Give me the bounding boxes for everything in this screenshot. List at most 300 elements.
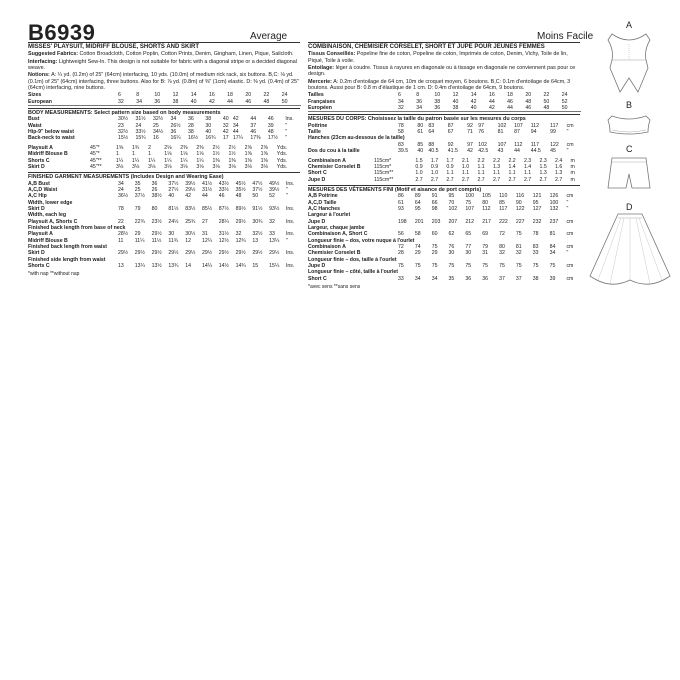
table-cell: 50 <box>252 193 259 200</box>
body-title-fr: MESURES DU CORPS: Choisissez la taille du patron basée sur les mesures du corps <box>308 114 580 122</box>
table-cell: 13¼ <box>134 263 145 269</box>
table-cell: 95 <box>532 199 539 206</box>
table-cell: 14½ <box>218 263 229 269</box>
table-cell: 34 <box>118 180 124 187</box>
table-cell: 1.3 <box>555 170 563 177</box>
table-cell: 34 <box>232 122 239 129</box>
table-cell: 20 <box>525 92 532 99</box>
table-cell: 36 <box>482 275 488 282</box>
row-label: Back-neck to waist <box>28 135 75 142</box>
table-cell: 112 <box>514 141 523 148</box>
table-cell: 1⅛ <box>180 151 188 158</box>
table-cell: 15 <box>252 263 259 269</box>
table-cell: 58 <box>414 231 421 238</box>
table-cell: 71 <box>467 129 473 136</box>
table-cell: 84 <box>549 243 556 250</box>
table-cell: 15½ <box>118 135 129 142</box>
table-cell: 36 <box>154 98 161 105</box>
footnote-en: *with nap **without nap <box>28 271 80 278</box>
table-cell: 2.7 <box>508 176 516 183</box>
table-cell: 47½ <box>252 180 263 187</box>
row-label: Playsuit A, Shorts C <box>28 218 78 225</box>
table-cell: 76 <box>478 129 484 136</box>
table-cell: Ins. <box>285 205 295 212</box>
table-cell: 107 <box>497 141 507 148</box>
table-cell: 11¾ <box>168 237 179 244</box>
table-cell: 45"** <box>90 163 102 170</box>
table-cell: 81½ <box>168 205 179 212</box>
table-cell: 1¼ <box>132 157 140 164</box>
table-cell: 42 <box>222 129 229 136</box>
row-label: Skirt D <box>28 250 45 257</box>
table-cell: 29 <box>134 231 141 238</box>
table-cell: 37 <box>250 122 257 129</box>
table-cell: 32½ <box>152 116 164 123</box>
french-column <box>308 44 580 290</box>
table-cell: 20 <box>245 92 252 99</box>
table-cell: 32½ <box>118 129 129 136</box>
table-cell: 1⅜ <box>260 157 268 164</box>
table-cell: 24½ <box>168 218 179 225</box>
table-cell: cm <box>566 243 574 250</box>
table-cell: 1.0 <box>461 163 470 170</box>
table-cell: 122 <box>550 141 559 148</box>
table-cell: 95 <box>448 193 455 200</box>
table-cell: 40 <box>190 98 197 105</box>
table-cell: 29 <box>414 250 421 257</box>
table-cell: 0.9 <box>415 163 423 170</box>
table-cell: 127 <box>532 205 542 212</box>
table-cell: 2.7 <box>555 176 563 183</box>
table-row <box>308 105 580 112</box>
table-cell: 35½ <box>235 186 246 193</box>
table-cell: 3⅛ <box>228 163 236 170</box>
table-cell: 112 <box>530 122 539 129</box>
table-cell: 46 <box>218 193 225 200</box>
table-cell: 1½ <box>212 151 220 158</box>
row-label: Tailles <box>308 92 324 99</box>
view-b-label: B <box>626 100 633 110</box>
table-cell: 16¼ <box>170 135 181 142</box>
table-cell: 76 <box>448 243 455 250</box>
table-cell: 1.0 <box>415 170 423 177</box>
table-cell: 87 <box>514 129 520 136</box>
table-cell: 3⅛ <box>164 163 172 170</box>
notions-label: Mercerie: <box>308 78 332 85</box>
table-cell: 92 <box>447 141 454 148</box>
table-cell: 31½ <box>218 231 229 238</box>
table-cell: 18 <box>507 92 513 99</box>
table-cell: 52 <box>561 98 568 105</box>
table-cell: 0.9 <box>446 163 454 170</box>
table-cell: 1⅛ <box>164 151 172 158</box>
subheading: Width, each leg <box>28 212 66 219</box>
table-cell: 94 <box>530 129 537 136</box>
table-cell: 1.5 <box>415 157 423 164</box>
interfacing-text: Lightweight Sew-In. This design is not suitable for fabric with a diagonal stripe or a decided diagonal weave. <box>28 58 297 72</box>
table-cell: " <box>285 193 288 200</box>
table-cell: 44 <box>514 148 520 155</box>
table-cell: cm <box>566 263 574 269</box>
table-cell: 36 <box>187 116 194 123</box>
fabrics-text: Popeline fine de coton, Popeline de coton, Imprimés de coton, Denim, Vichy, Toile de lin, Piqué, Toile à voile. <box>308 51 568 64</box>
difficulty-fr: Moins Facile <box>537 31 594 42</box>
table-cell: 31 <box>201 231 208 238</box>
table-cell: 39½ <box>269 186 280 193</box>
table-cell: 3⅛ <box>132 163 140 170</box>
notions-text: A: ¼ yd. (0.2m) of 25" (64cm) interfacing, 10 yds. (10.0m) of medium rick rack, six buttons. B,C: ⅛ yd. (0.1m) of 25" (64cm) interfacing, three buttons. Also for B: ⅞ yd. (0.8m) of ⅜" (1cm) elastic. D: ⅜ yd. (0.4m) of 25" (64cm) interfacing, nine buttons. <box>28 72 299 92</box>
table-cell: 22 <box>543 92 550 99</box>
table-cell: 1¾ <box>132 144 140 151</box>
size-table-fr <box>308 92 580 112</box>
table-cell: 29½ <box>218 250 229 257</box>
footnote-fr: *avec sens **sans sens <box>308 284 361 291</box>
table-cell: 15¾ <box>135 135 146 142</box>
table-cell: 17½ <box>267 135 278 142</box>
table-cell: 37 <box>515 275 522 282</box>
table-cell: 24 <box>281 92 288 99</box>
table-cell: 80 <box>499 243 505 250</box>
table-cell: 0.9 <box>430 163 439 170</box>
table-cell: 42 <box>467 148 473 155</box>
table-cell: 201 <box>414 218 424 225</box>
table-cell: 66 <box>431 199 438 206</box>
table-cell: 40 <box>205 129 212 136</box>
table-cell: 37½ <box>252 186 263 193</box>
table-cell: 41.5 <box>447 148 458 155</box>
table-cell: 30¾ <box>252 218 263 225</box>
table-cell: 39 <box>267 122 274 129</box>
table-cell: 14¼ <box>201 263 213 269</box>
table-cell: 1¼ <box>180 157 188 164</box>
table-cell: 107 <box>465 205 475 212</box>
table-cell: 25 <box>152 122 159 129</box>
row-label: A,C Hip <box>28 193 47 200</box>
table-cell: 22 <box>118 218 124 225</box>
table-cell: 75 <box>465 199 472 206</box>
table-cell: 91 <box>431 193 438 200</box>
table-cell: 1⅝ <box>115 144 124 151</box>
table-cell: 40 <box>470 105 477 112</box>
table-cell: 35 <box>448 275 455 282</box>
table-cell: 24 <box>561 92 568 99</box>
row-label: Sizes <box>28 92 42 99</box>
table-cell: 29½ <box>118 250 129 257</box>
table-cell: 38 <box>172 98 179 105</box>
table-cell: 29½ <box>201 250 213 257</box>
table-cell: cm <box>566 218 574 225</box>
table-cell: 77 <box>465 243 472 250</box>
table-cell: 69 <box>482 231 488 238</box>
title-fr: COMBINAISON, CHEMISIER CORSELET, SHORT ET JUPE POUR JEUNES FEMMES <box>308 44 545 50</box>
table-cell: 11½ <box>151 237 162 244</box>
table-cell: 79 <box>482 243 488 250</box>
table-cell: 31½ <box>201 186 213 193</box>
table-cell: 2½ <box>228 144 236 151</box>
table-cell: 78 <box>398 122 404 129</box>
table-cell: 16½ <box>187 135 199 142</box>
subheading: Finished back length from base of neck <box>28 224 126 231</box>
table-cell: 37½ <box>168 180 179 187</box>
table-cell: 132 <box>549 205 559 212</box>
table-cell: 85 <box>417 141 424 148</box>
table-cell: 75 <box>515 231 522 238</box>
table-cell: 48 <box>543 105 550 112</box>
table-cell: 1.3 <box>492 163 501 170</box>
table-cell: 64 <box>428 129 435 136</box>
interfacing-label: Interfacing: <box>28 58 58 65</box>
table-cell: 36 <box>151 180 158 187</box>
table-cell: m <box>570 157 575 164</box>
title-en: MISSES' PLAYSUIT, MIDRIFF BLOUSE, SHORTS AND SKIRT <box>28 44 199 50</box>
table-cell: 46 <box>525 105 532 112</box>
table-cell: " <box>566 148 569 155</box>
notions-text: A: 0.2m d'entoilage de 64 cm, 10m de croquet moyen, 6 boutons. B,C: 0.1m d'entoilage de 64cm, 3 boutons. Aussi pour B: 0.8 m d'élastique de 1 cm. D: 0.4m d'entoilage de 64cm, 9 boutons. <box>308 78 571 92</box>
table-cell: 1 <box>148 151 152 158</box>
table-cell: 43½ <box>218 180 229 187</box>
table-cell: 99 <box>550 129 556 136</box>
table-cell: 117 <box>530 141 539 148</box>
table-cell: 50 <box>543 98 550 105</box>
table-cell: 32 <box>269 218 275 225</box>
table-cell: Yds. <box>276 151 288 158</box>
table-cell: 75 <box>431 243 438 250</box>
table-cell: 40 <box>168 193 175 200</box>
finished-title-en: FINISHED GARMENT MEASUREMENTS (Includes Design and Wearing Ease) <box>28 172 300 180</box>
row-label: Combinaison A <box>308 243 346 250</box>
table-cell: 102 <box>448 205 458 212</box>
yardage-table-en <box>28 145 300 170</box>
table-cell: 83 <box>532 243 539 250</box>
row-label: Bust <box>28 116 40 123</box>
table-cell: 75 <box>549 263 556 269</box>
table-cell: 115cm* <box>374 157 392 164</box>
table-cell: 2⅝ <box>244 144 252 151</box>
table-cell: 115cm* <box>374 163 392 170</box>
table-cell: 60 <box>431 231 438 238</box>
row-label: Skirt D <box>28 163 45 170</box>
table-cell: 42 <box>232 116 239 123</box>
table-cell: 33½ <box>218 186 229 193</box>
table-cell: " <box>285 122 288 129</box>
table-cell: 40 <box>417 148 424 155</box>
table-cell: 75 <box>414 263 421 269</box>
table-cell: 116 <box>515 193 525 200</box>
table-cell: " <box>285 129 288 136</box>
table-cell: 14¾ <box>235 263 246 269</box>
table-cell: 28 <box>398 250 404 257</box>
table-cell: cm <box>566 122 574 129</box>
table-cell: 237 <box>549 218 559 225</box>
table-cell: 83 <box>428 122 435 129</box>
table-cell: 11¼ <box>134 237 145 244</box>
table-cell: 97 <box>467 141 473 148</box>
table-cell: 78 <box>532 231 539 238</box>
table-cell: Yds. <box>276 157 288 164</box>
table-cell: " <box>566 199 569 206</box>
table-cell: 79 <box>134 205 141 212</box>
table-cell: 46 <box>250 129 257 136</box>
table-cell: 29½ <box>134 250 145 257</box>
table-cell: 44 <box>488 98 495 105</box>
table-cell: 56 <box>398 231 404 238</box>
table-cell: 44 <box>250 116 257 123</box>
table-cell: 29½ <box>151 231 162 238</box>
table-cell: 3⅛ <box>180 163 188 170</box>
subheading: Finished side length from waist <box>28 256 106 263</box>
table-cell: 1½ <box>228 151 236 158</box>
row-label: A,B Bust <box>28 180 50 187</box>
table-cell: 70 <box>448 199 455 206</box>
table-cell: 42 <box>208 98 215 105</box>
table-cell: 28½ <box>118 231 129 238</box>
table-cell: m <box>570 163 575 170</box>
table-cell: 89 <box>414 193 421 200</box>
table-cell: 117 <box>550 122 559 129</box>
table-cell: 2.3 <box>539 157 547 164</box>
table-cell: 91½ <box>252 205 263 212</box>
table-cell: 45"** <box>90 157 102 164</box>
table-cell: 13¼ <box>269 237 280 244</box>
table-cell: 2.7 <box>492 176 501 183</box>
table-cell: 39.5 <box>398 148 409 155</box>
table-cell: " <box>285 237 288 244</box>
table-cell: 27 <box>201 218 208 225</box>
table-cell: 121 <box>532 193 542 200</box>
table-cell: 78 <box>118 205 124 212</box>
table-cell: 50 <box>281 98 288 105</box>
table-cell: 30½ <box>185 231 196 238</box>
table-cell: 34 <box>414 275 421 282</box>
table-cell: 87½ <box>218 205 229 212</box>
table-cell: 29½ <box>151 250 162 257</box>
row-label: Waist <box>28 122 42 129</box>
table-cell: 2⅜ <box>196 144 204 151</box>
table-cell: 2.7 <box>523 176 532 183</box>
table-cell: 80 <box>482 199 488 206</box>
interfacing-label: Entoilage: <box>308 65 335 72</box>
table-cell: 36 <box>434 105 441 112</box>
table-cell: 2⅜ <box>180 144 188 151</box>
subheading: Largeur à l'ourlet <box>308 212 351 219</box>
table-cell: 203 <box>431 218 441 225</box>
table-cell: 89½ <box>235 205 246 212</box>
row-label: Combinaison A, Short C <box>308 231 368 238</box>
table-cell: 30 <box>205 122 212 129</box>
table-cell: 17¼ <box>232 135 244 142</box>
table-cell: 29 <box>431 250 438 257</box>
table-cell: 1.1 <box>492 170 501 177</box>
table-cell: 11 <box>118 237 124 244</box>
table-cell: 16 <box>488 92 495 99</box>
row-label: Jupe D <box>308 263 326 269</box>
row-label: Shorts C <box>28 263 50 269</box>
table-cell: 12½ <box>218 237 229 244</box>
table-cell: 22 <box>263 92 270 99</box>
english-column <box>28 44 300 278</box>
table-cell: cm <box>566 231 574 238</box>
table-cell: 31½ <box>135 116 146 123</box>
table-cell: 12 <box>185 237 191 244</box>
table-cell: 48 <box>263 98 270 105</box>
table-cell: 32 <box>515 250 522 257</box>
table-cell: 1 <box>115 151 119 158</box>
table-cell: 62 <box>448 231 455 238</box>
table-cell: 46 <box>245 98 252 105</box>
table-cell: 1.1 <box>446 170 454 177</box>
table-cell: 95 <box>414 205 421 212</box>
table-cell: 15¼ <box>269 263 280 269</box>
table-cell: 25 <box>134 186 141 193</box>
table-cell: 41½ <box>201 180 213 187</box>
table-cell: 3⅛ <box>196 163 204 170</box>
row-label: Combinaison A <box>308 157 346 164</box>
table-cell: 3⅛ <box>115 163 124 170</box>
table-row <box>28 263 300 269</box>
table-cell: 2.7 <box>461 176 470 183</box>
table-cell: 1.3 <box>539 170 547 177</box>
table-cell: 232 <box>532 218 542 225</box>
table-cell: 1.1 <box>477 163 485 170</box>
table-cell: 1⅝ <box>260 151 268 158</box>
table-cell: 28¼ <box>218 218 229 225</box>
skirt-d-drawing <box>588 212 672 292</box>
table-cell: 14 <box>470 92 477 99</box>
table-cell: 38 <box>532 275 539 282</box>
table-cell: 32½ <box>252 231 263 238</box>
table-cell: 28 <box>187 122 194 129</box>
table-cell: 18 <box>227 92 233 99</box>
row-label: Hip-9" below waist <box>28 129 74 136</box>
table-row <box>28 164 300 170</box>
table-cell: 37 <box>499 275 505 282</box>
body-title-en: BODY MEASUREMENTS: Select pattern size based on body measurements <box>28 108 300 116</box>
table-cell: 1.1 <box>477 170 485 177</box>
table-cell: 13 <box>252 237 259 244</box>
table-cell: 38 <box>187 129 194 136</box>
table-cell: 12¼ <box>201 237 213 244</box>
row-label: Taille <box>308 129 321 136</box>
table-cell: 6 <box>118 92 121 99</box>
table-cell: 1¼ <box>164 157 172 164</box>
table-cell: 14 <box>185 263 191 269</box>
table-cell: 32 <box>222 122 229 129</box>
table-cell: 2 <box>148 144 152 151</box>
table-cell: 2.4 <box>555 157 563 164</box>
difficulty-en: Average <box>250 31 288 42</box>
row-label: Playsuit A <box>28 231 53 238</box>
table-cell: 45"* <box>90 144 100 151</box>
table-cell: 13½ <box>151 263 162 269</box>
table-cell: 34 <box>136 98 142 105</box>
table-cell: 33 <box>398 275 404 282</box>
finished-table-en <box>28 181 300 270</box>
table-cell: 23 <box>118 122 124 129</box>
table-cell: 75 <box>515 263 522 269</box>
table-cell: 2½ <box>212 144 220 151</box>
interfacing-en <box>28 59 300 72</box>
table-cell: 46 <box>507 98 513 105</box>
table-cell: 32 <box>499 250 505 257</box>
row-label: A,C,D Waist <box>28 186 58 193</box>
table-cell: 87 <box>447 122 454 129</box>
yardage-table-fr <box>308 158 580 183</box>
table-cell: 75 <box>499 263 505 269</box>
table-cell: 8 <box>136 92 140 99</box>
table-cell: 1⅝ <box>244 151 252 158</box>
table-cell: 26 <box>151 186 158 193</box>
table-cell: 13 <box>118 263 124 269</box>
